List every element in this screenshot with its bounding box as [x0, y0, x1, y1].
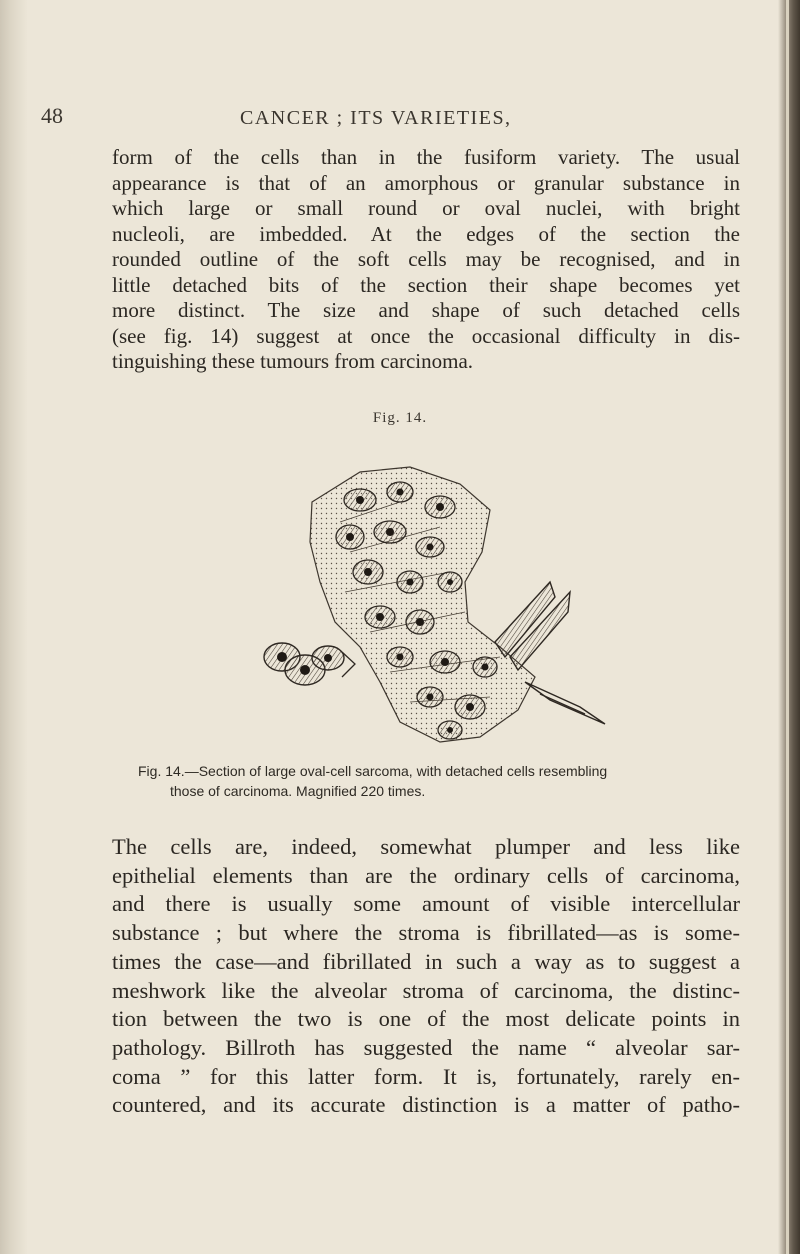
figure-illustration	[250, 432, 730, 752]
text-line: and there is usually some amount of visible intercellular	[112, 891, 740, 917]
text-line: coma ” for this latter form. It is, fortunately, rarely en-	[112, 1063, 740, 1089]
text-line: nucleoli, are imbedded. At the edges of the section the	[112, 221, 740, 246]
text-line: which large or small round or oval nuclei, with bright	[112, 196, 740, 220]
paragraph-2	[112, 833, 740, 1120]
text-line: meshwork like the alveolar stroma of carcinoma, the distinc-	[112, 977, 740, 1003]
text-line: (see fig. 14) suggest at once the occasional difficulty in dis-	[112, 323, 740, 348]
text-line: The cells are, indeed, somewhat plumper and less like	[112, 834, 740, 859]
detached-cells	[264, 643, 355, 685]
text-line: tion between the two is one of the most delicate points in	[112, 1006, 740, 1032]
page-number: 48	[41, 103, 63, 128]
text-line: rounded outline of the soft cells may be recognised, and in	[112, 247, 740, 271]
text-line: tinguishing these tumours from carcinoma.	[112, 349, 474, 373]
sarcoma-section-drawing	[250, 432, 730, 752]
text-line: appearance is that of an amorphous or granular substance in	[112, 170, 740, 195]
text-line: little detached bits of the section their shape becomes yet	[112, 272, 740, 297]
figure-caption	[138, 761, 718, 801]
text-line: countered, and its accurate distinction is a matter of patho-	[112, 1092, 740, 1118]
text-line: pathology. Billroth has suggested the name “ alveolar sar-	[112, 1034, 740, 1060]
text-line: epithelial elements than are the ordinary cells of carcinoma,	[112, 862, 740, 888]
page-left-edge	[0, 0, 28, 1254]
text-line: times the case—and fibrillated in such a way as to suggest a	[112, 948, 740, 974]
running-title: CANCER ; ITS VARIETIES,	[240, 107, 512, 129]
paragraph-1	[112, 145, 740, 375]
text-line: more distinct. The size and shape of such detached cells	[112, 298, 740, 322]
page-right-edge	[778, 0, 800, 1254]
caption-line: those of carcinoma. Magnified 220 times.	[170, 783, 426, 799]
text-line: substance ; but where the stroma is fibrillated—as is some-	[112, 920, 740, 946]
caption-line: Fig. 14.—Section of large oval-cell sarcoma, with detached cells resembling	[138, 763, 608, 779]
text-line: form of the cells than in the fusiform variety. The usual	[112, 145, 740, 169]
figure-label: Fig. 14.	[372, 410, 428, 426]
